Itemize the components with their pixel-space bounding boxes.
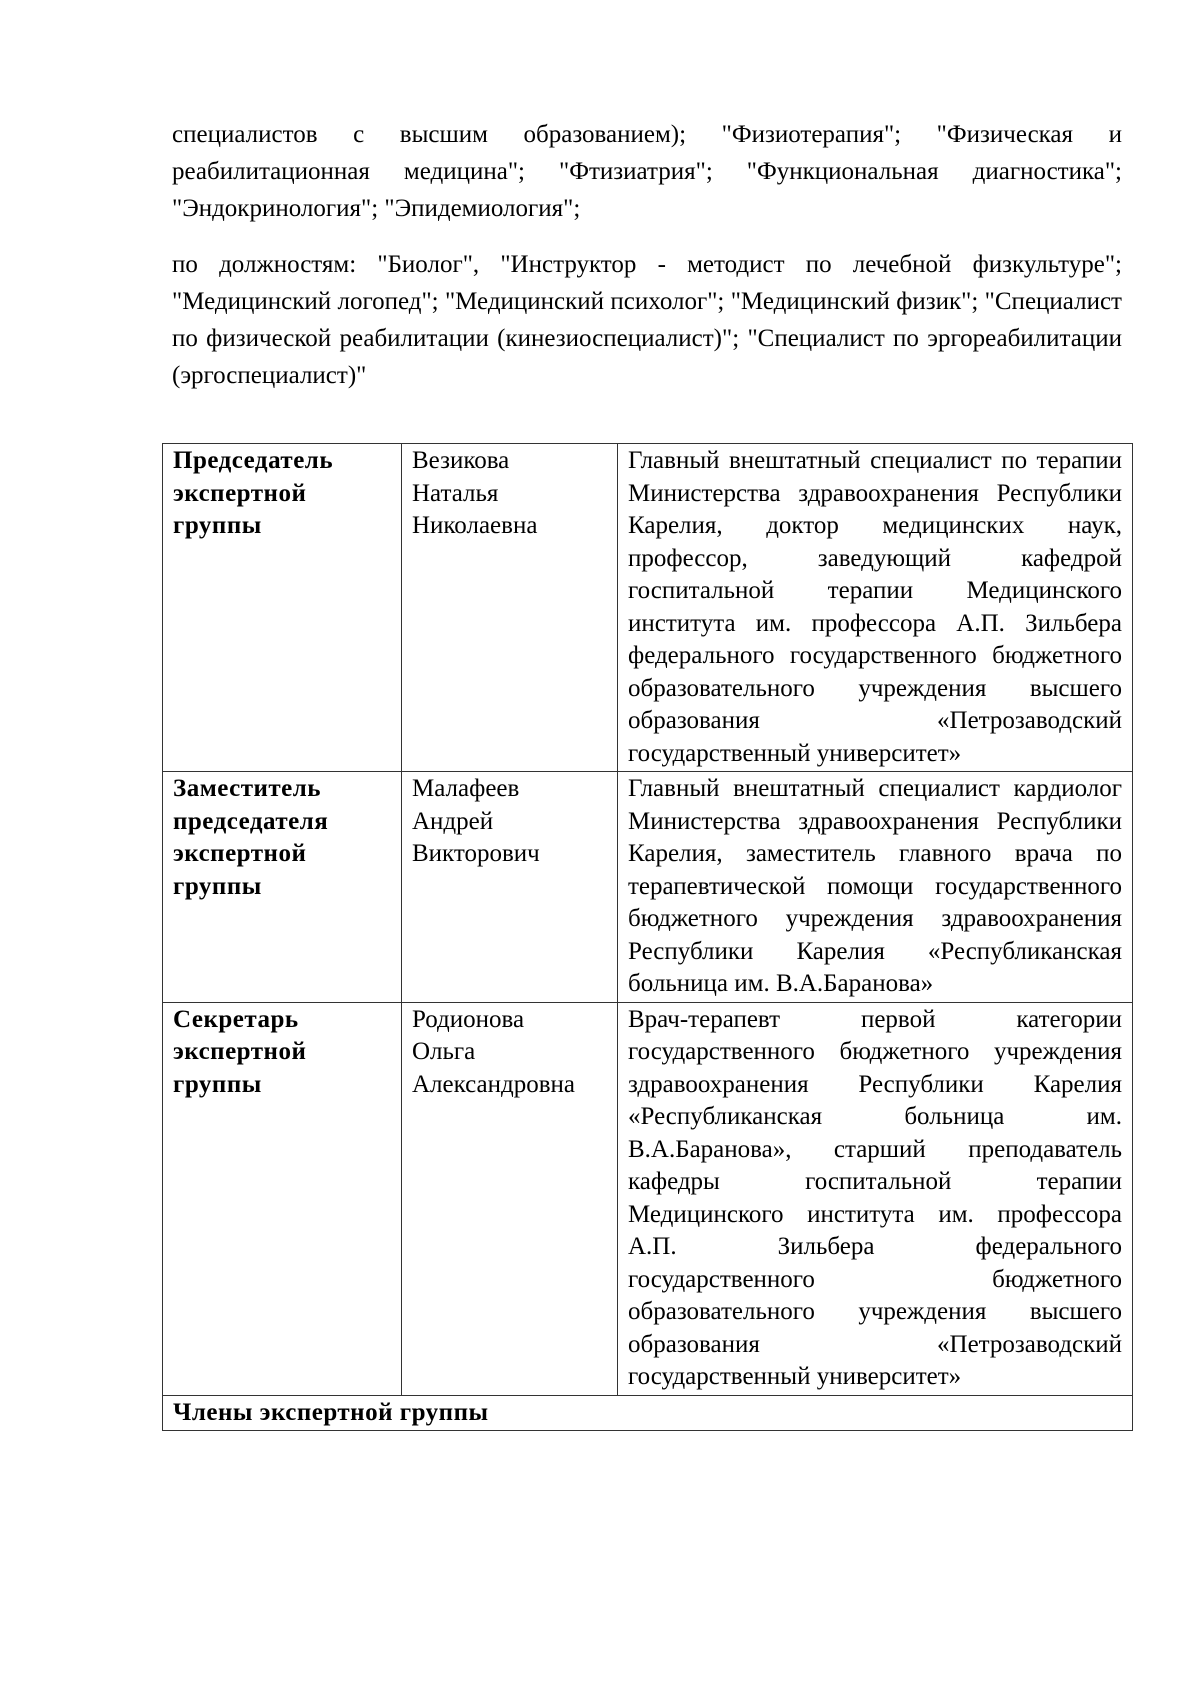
description-cell: Главный внештатный специалист по терапии Министерства здравоохранения Республики Карелия, доктор медицинских наук, профессор, заведующий кафедрой госпитальной терапии Медицинского института им. профессора А.П. Зильбера федерального государственного бюджетного образовательного учреждения высшего образования «Петрозаводский государственный университет» [618, 444, 1133, 772]
description-cell: Врач-терапевт первой категории государственного бюджетного учреждения здравоохранения Республики Карелия «Республиканская больница им. В.А.Баранова», старший преподаватель кафедры госпитальной терапии Медицинского института им. профессора А.П. Зильбера федерального государственного бюджетного образовательного учреждения высшего образования «Петрозаводский государственный университет» [618, 1002, 1133, 1395]
expert-group-table [162, 443, 1133, 1431]
role-cell: Председатель экспертной группы [163, 444, 402, 772]
table-row-chairman [163, 444, 1133, 772]
paragraph-positions: по должностям: "Биолог", "Инструктор - методист по лечебной физкультуре"; "Медицинский логопед"; "Медицинский психолог"; "Медицинский физик"; "Специалист по физической реабилитации (кинезиоспециалист)"; "Специалист по эргореабилитации (эргоспециалист)" [172, 251, 1122, 389]
paragraph-specialties: специалистов с высшим образованием); "Физиотерапия"; "Физическая и реабилитационная медицина"; "Фтизиатрия"; "Функциональная диагностика"; "Эндокринология"; "Эпидемиология"; [172, 121, 1122, 222]
table-row-deputy [163, 772, 1133, 1003]
name-cell: Везикова Наталья Николаевна [402, 444, 618, 772]
name-cell: Родионова Ольга Александровна [402, 1002, 618, 1395]
table-row-secretary [163, 1002, 1133, 1395]
members-header-cell: Члены экспертной группы [163, 1395, 1133, 1431]
role-cell: Секретарь экспертной группы [163, 1002, 402, 1395]
table-row-members-header [163, 1395, 1133, 1431]
description-cell: Главный внештатный специалист кардиолог Министерства здравоохранения Республики Карелия, заместитель главного врача по терапевтической помощи государственного бюджетного учреждения здравоохранения Республики Карелия «Республиканская больница им. В.А.Баранова» [618, 772, 1133, 1003]
role-cell: Заместитель председателя экспертной группы [163, 772, 402, 1003]
name-cell: Малафеев Андрей Викторович [402, 772, 618, 1003]
